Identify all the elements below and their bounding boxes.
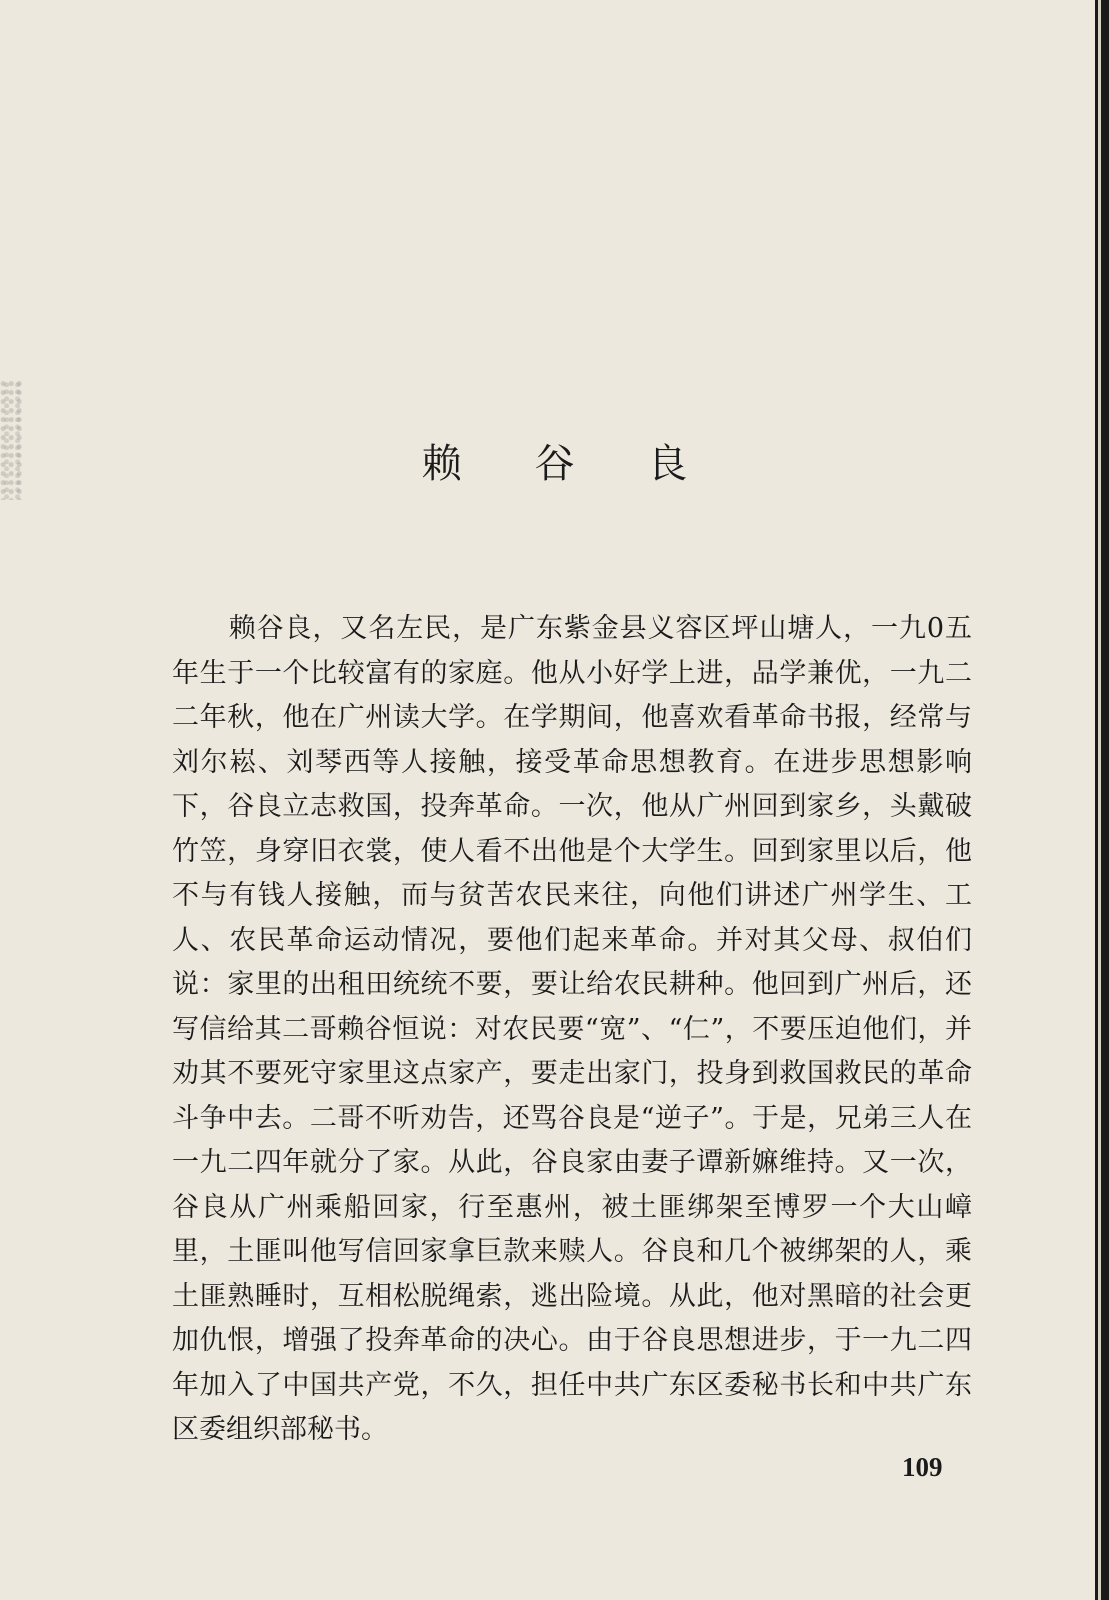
scan-edge — [1095, 0, 1109, 1600]
paragraph: 赖谷良，又名左民，是广东紫金县义容区坪山塘人，一九0五年生于一个比较富有的家庭。他从小好学上进，品学兼优，一九二二年秋，他在广州读大学。在学期间，他喜欢看革命书报，经常与刘尔崧、刘琴西等人接触，接受革命思想教育。在进步思想影响下，谷良立志救国，投奔革命。一次，他从广州回到家乡，头戴破竹笠，身穿旧衣裳，使人看不出他是个大学生。回到家里以后，他不与有钱人接触，而与贫苦农民来往，向他们讲述广州学生、工人、农民革命运动情况，要他们起来革命。并对其父母、叔伯们说：家里的出租田统统不要，要让给农民耕种。他回到广州后，还写信给其二哥赖谷恒说：对农民要“宽”、“仁”，不要压迫他们，并劝其不要死守家里这点家产，要走出家门，投身到救国救民的革命斗争中去。二哥不听劝告，还骂谷良是“逆子”。于是，兄弟三人在一九二四年就分了家。从此，谷良家由妻子谭新嫲维持。又一次，谷良从广州乘船回家，行至惠州，被土匪绑架至博罗一个大山嶂里，土匪叫他写信回家拿巨款来赎人。谷良和几个被绑架的人，乘土匪熟睡时，互相松脱绳索，逃出险境。从此，他对黑暗的社会更加仇恨，增强了投奔革命的决心。由于谷良思想进步，于一九二四年加入了中国共产党，不久，担任中共广东区委秘书长和中共广东区委组织部秘书。 — [172, 613, 972, 1445]
scan-edge-inner — [1098, 0, 1101, 1600]
body-text — [172, 607, 972, 1453]
page-title: 赖 谷 良 — [421, 441, 718, 487]
page-number: 109 — [902, 1452, 943, 1482]
